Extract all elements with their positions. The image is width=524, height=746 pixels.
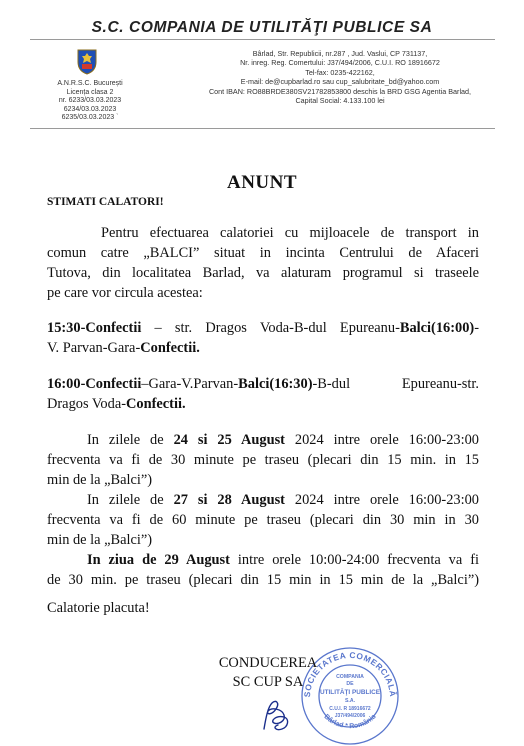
- route-1-path: – str. Dragos Voda-B-dul Epureanu-: [141, 320, 400, 336]
- route-2-end: Confectii.: [126, 396, 186, 412]
- schedule-1-line-3: min de la „Balci”): [47, 472, 153, 488]
- route-2: [47, 374, 479, 414]
- route-1-start: 15:30-Confectii: [47, 320, 142, 336]
- contact-phone: Tel-fax: 0235-422162,: [305, 67, 375, 77]
- contact-registry: Nr. inreg. Reg. Comertului: J37/494/2006, C.U.I. RO 18916672: [240, 58, 440, 68]
- schedule-2-dates: 27 si 28 August: [173, 492, 285, 508]
- route-1: [47, 318, 479, 358]
- intro-line: Pentru efectuarea calatoriei cu mijloacele de transport in: [101, 225, 479, 241]
- route-1-end: Confectii.: [140, 340, 200, 356]
- coat-of-arms-icon: [76, 47, 98, 75]
- route-2-return: -B-dul Epureanu-str.: [312, 376, 479, 392]
- route-2-street: Dragos Voda-: [47, 396, 127, 412]
- schedule-3-line-2: de 30 min. pe traseu (plecari din 15 min in 15 min de la „Balci”): [47, 572, 479, 588]
- route-2-path: –Gara-V.Parvan-: [141, 376, 239, 392]
- stamp-center-line: J37/494/2006: [334, 713, 366, 719]
- intro-line: comun catre „BALCI” situat in incinta Centrului de Afaceri: [47, 245, 479, 261]
- route-2-start: 16:00-Confectii: [47, 376, 142, 392]
- notice-title: ANUNT: [226, 172, 298, 193]
- schedule-1-line-1: In zilele de 24 si 25 August 2024 intre orele 16:00-23:00: [87, 432, 479, 448]
- company-title: S.C. COMPANIA DE UTILITĂŢI PUBLICE SA: [91, 19, 433, 36]
- route-2-line-2: [47, 394, 479, 414]
- signature-line: CONDUCEREA: [218, 655, 318, 671]
- contact-block: [168, 49, 512, 105]
- schedule-2-line-3: min de la „Balci”): [47, 532, 153, 548]
- stamp-center-line: DE: [346, 681, 354, 687]
- intro-line: pe care vor circula acestea:: [47, 285, 203, 301]
- license-line: A.N.R.S.C. București: [57, 80, 123, 87]
- route-2-balci: Balci(16:30): [238, 376, 313, 392]
- contact-capital: Capital Social: 4.133.100 lei: [295, 96, 385, 106]
- closing: Calatorie placuta!: [47, 600, 150, 616]
- contact-address: Bârlad, Str. Republicii, nr.287 , Jud. Vaslui, CP 731137,: [252, 49, 428, 58]
- license-block: [34, 80, 146, 123]
- license-line: 6234/03.03.2023: [63, 105, 117, 113]
- license-line: nr. 6233/03.03.2023: [58, 97, 122, 105]
- stamp-ring-text: SOCIETATEA COMERCIALĂ: [301, 649, 399, 698]
- license-line: 6235/03.03.2023 `: [61, 114, 119, 122]
- signature-block: [205, 654, 331, 692]
- stamp-center-line: S.A.: [344, 698, 356, 704]
- schedule-1-dates: 24 si 25 August: [173, 432, 285, 448]
- route-1-balci: Balci(16:00): [399, 320, 475, 336]
- header-top-divider: [30, 39, 495, 40]
- handwritten-signature: [254, 695, 302, 735]
- route-1-return: V. Parvan-Gara-: [47, 340, 141, 356]
- intro-paragraph: [47, 223, 479, 303]
- signature-line: SC CUP SA: [232, 674, 304, 690]
- route-1-line-2: [47, 338, 479, 358]
- stamp-center-line: UTILITĂŢI PUBLICE: [320, 689, 380, 696]
- schedule-1-line-2: frecventa va fi de 30 minute pe traseu (plecari din 15 min. in 15: [47, 452, 479, 468]
- schedule-2-line-2: frecventa va fi de 60 minute pe traseu (plecari din 30 min in 30: [47, 512, 479, 528]
- stamp-center-line: C.U.I. R 18916672: [329, 706, 371, 712]
- greeting: STIMATI CALATORI!: [47, 196, 164, 208]
- schedule-3-date: In ziua de 29 August: [87, 552, 230, 568]
- stamp-center-line: COMPANIA: [336, 674, 364, 680]
- route-1-dash: -: [474, 320, 479, 336]
- contact-iban: Cont IBAN: RO88BRDE380SV21782853800 deschis la BRD GSG Agentia Barlad,: [208, 86, 472, 96]
- schedule-paragraph: [47, 430, 479, 590]
- license-line: Licența clasa 2: [66, 88, 114, 96]
- contact-email: E-mail: de@cupbarlad.ro sau cup_salubritate_bd@yahoo.com: [240, 77, 440, 87]
- schedule-2-line-1: In zilele de 27 si 28 August 2024 intre orele 16:00-23:00: [87, 492, 479, 508]
- intro-line: Tutova, din localitatea Barlad, va alaturam programul si traseele: [47, 265, 479, 281]
- stamp-bottom-text: Bârlad * România: [322, 713, 378, 731]
- schedule-3-line-1: In ziua de 29 August intre orele 10:00-24:00 frecventa va fi: [87, 552, 479, 568]
- route-1-line-1: [47, 318, 479, 338]
- header-bottom-divider: [30, 128, 495, 129]
- route-2-line-1: [47, 374, 479, 394]
